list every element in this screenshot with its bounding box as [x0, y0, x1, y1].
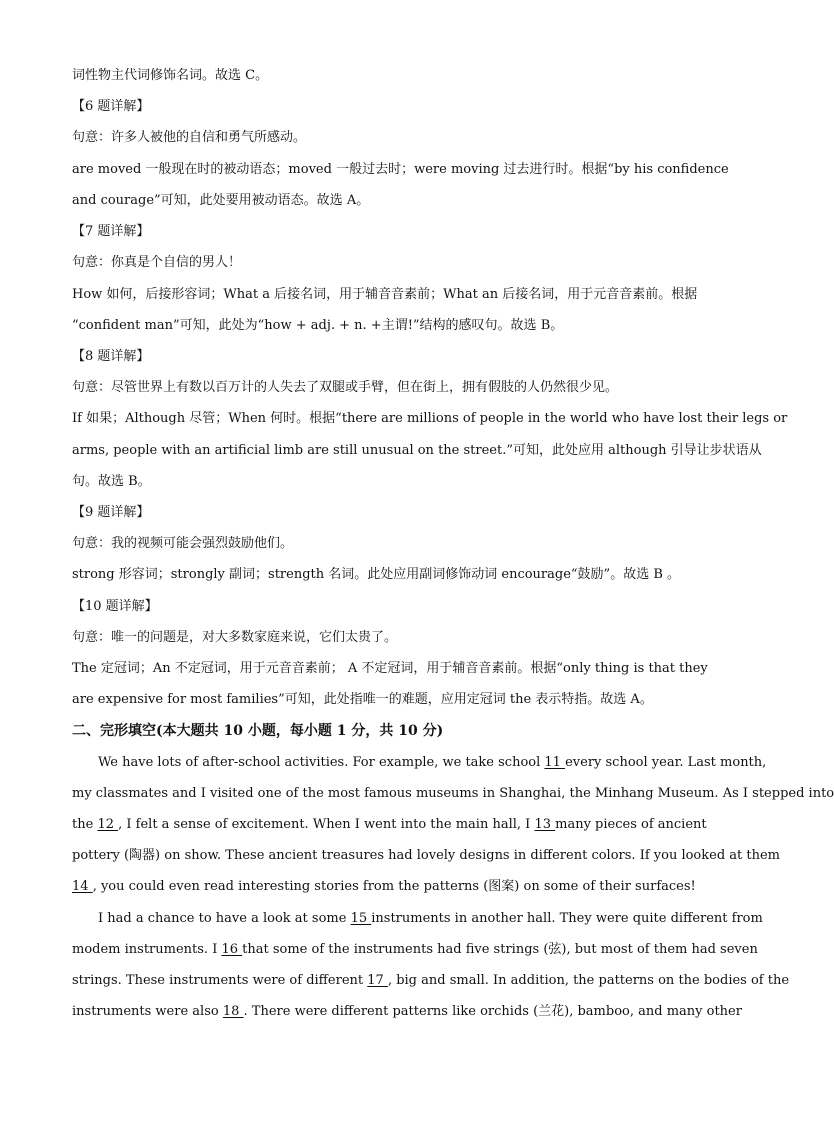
question-8-heading: 【8 题详解】 [72, 349, 150, 364]
text-line: arms, people with an artificial limb are still unusual on the street.”可知，此处应用 although 引导让步状语从 [72, 443, 762, 458]
text-line: 句意：你真是个自信的男人！ [72, 255, 242, 270]
blank-16: 16 [221, 942, 243, 957]
passage-line [72, 846, 781, 866]
text-line: “confident man”可知，此处为“how + adj. + n. +主谓!”结构的感叹句。故选 B。 [72, 318, 564, 333]
passage-text: many pieces of ancient [555, 817, 707, 832]
text-line: strong 形容词；strongly 副词；strength 名词。此处应用副词修饰动词 encourage“鼓励”。故选 B 。 [72, 567, 681, 582]
text-line: 句。故选 B。 [72, 474, 151, 489]
passage-text: , I felt a sense of excitement. When I went into the main hall, I [118, 817, 535, 832]
text-line: 词性物主代词修饰名词。故选 C。 [72, 68, 269, 83]
passage-text: every school year. Last month, [565, 755, 767, 770]
blank-11: 11 [544, 755, 566, 770]
question-7-heading: 【7 题详解】 [72, 224, 150, 239]
text-line: and courage”可知，此处要用被动语态。故选 A。 [72, 193, 370, 208]
passage-text: instruments were also [72, 1004, 223, 1019]
blank-14: 14 [72, 879, 93, 894]
text-line: If 如果；Although 尽管；When 何时。根据“there are millions of people in the world who have lost their legs or [72, 411, 788, 426]
blank-15: 15 [350, 911, 372, 926]
passage-line [72, 1002, 742, 1022]
passage-line [72, 753, 767, 773]
passage-text: strings. These instruments were of different [72, 973, 368, 988]
passage-text: We have lots of after-school activities. For example, we take school [98, 755, 545, 770]
text-line: 句意：许多人被他的自信和勇气所感动。 [72, 130, 307, 145]
question-10-heading: 【10 题详解】 [72, 599, 158, 614]
passage-line [72, 971, 790, 991]
passage-line [72, 784, 834, 804]
passage-text: , you could even read interesting stories from the patterns (图案) on some of their surfaces! [92, 879, 696, 894]
passage-text: . There were different patterns like orchids (兰花), bamboo, and many other [243, 1004, 742, 1019]
passage-line [72, 877, 722, 897]
blank-13: 13 [534, 817, 556, 832]
text-line: are moved 一般现在时的被动语态；moved 一般过去时；were moving 过去进行时。根据“by his confidence [72, 162, 729, 177]
text-line: 句意：唯一的问题是，对大多数家庭来说，它们太贵了。 [72, 630, 398, 645]
passage-text: modem instruments. I [72, 942, 222, 957]
text-line: 句意：尽管世界上有数以百万计的人失去了双腿或手臂，但在街上，拥有假肢的人仍然很少见。 [72, 380, 619, 395]
question-9-heading: 【9 题详解】 [72, 505, 150, 520]
passage-text: my classmates and I visited one of the most famous museums in Shanghai, the Minhang Museum. As I stepped into [72, 786, 834, 801]
passage-text: , big and small. In addition, the patterns on the bodies of the [387, 973, 790, 988]
passage-line [72, 940, 758, 960]
text-line: The 定冠词；An 不定冠词，用于元音音素前； A 不定冠词，用于辅音音素前。根据“only thing is that they [72, 661, 708, 676]
passage-line [72, 815, 722, 835]
blank-17: 17 [367, 973, 388, 988]
text-line: 句意：我的视频可能会强烈鼓励他们。 [72, 536, 294, 551]
section-title: 二、完形填空(本大题共 10 小题，每小题 1 分，共 10 分) [72, 723, 444, 739]
blank-12: 12 [97, 817, 119, 832]
text-line: are expensive for most families”可知，此处指唯一的难题，应用定冠词 the 表示特指。故选 A。 [72, 692, 653, 707]
passage-text: that some of the instruments had five strings (弦), but most of them had seven [242, 942, 758, 957]
passage-text: the [72, 817, 98, 832]
question-6-heading: 【6 题详解】 [72, 99, 150, 114]
text-line: How 如何，后接形容词；What a 后接名词，用于辅音音素前；What an 后接名词，用于元音音素前。根据 [72, 287, 698, 302]
passage-text: pottery (陶器) on show. These ancient treasures had lovely designs in different colors. If you looked at them [72, 848, 781, 863]
passage-text: I had a chance to have a look at some [98, 911, 351, 926]
passage-text: instruments in another hall. They were quite different from [371, 911, 763, 926]
blank-18: 18 [222, 1004, 244, 1019]
passage-line [72, 909, 763, 929]
